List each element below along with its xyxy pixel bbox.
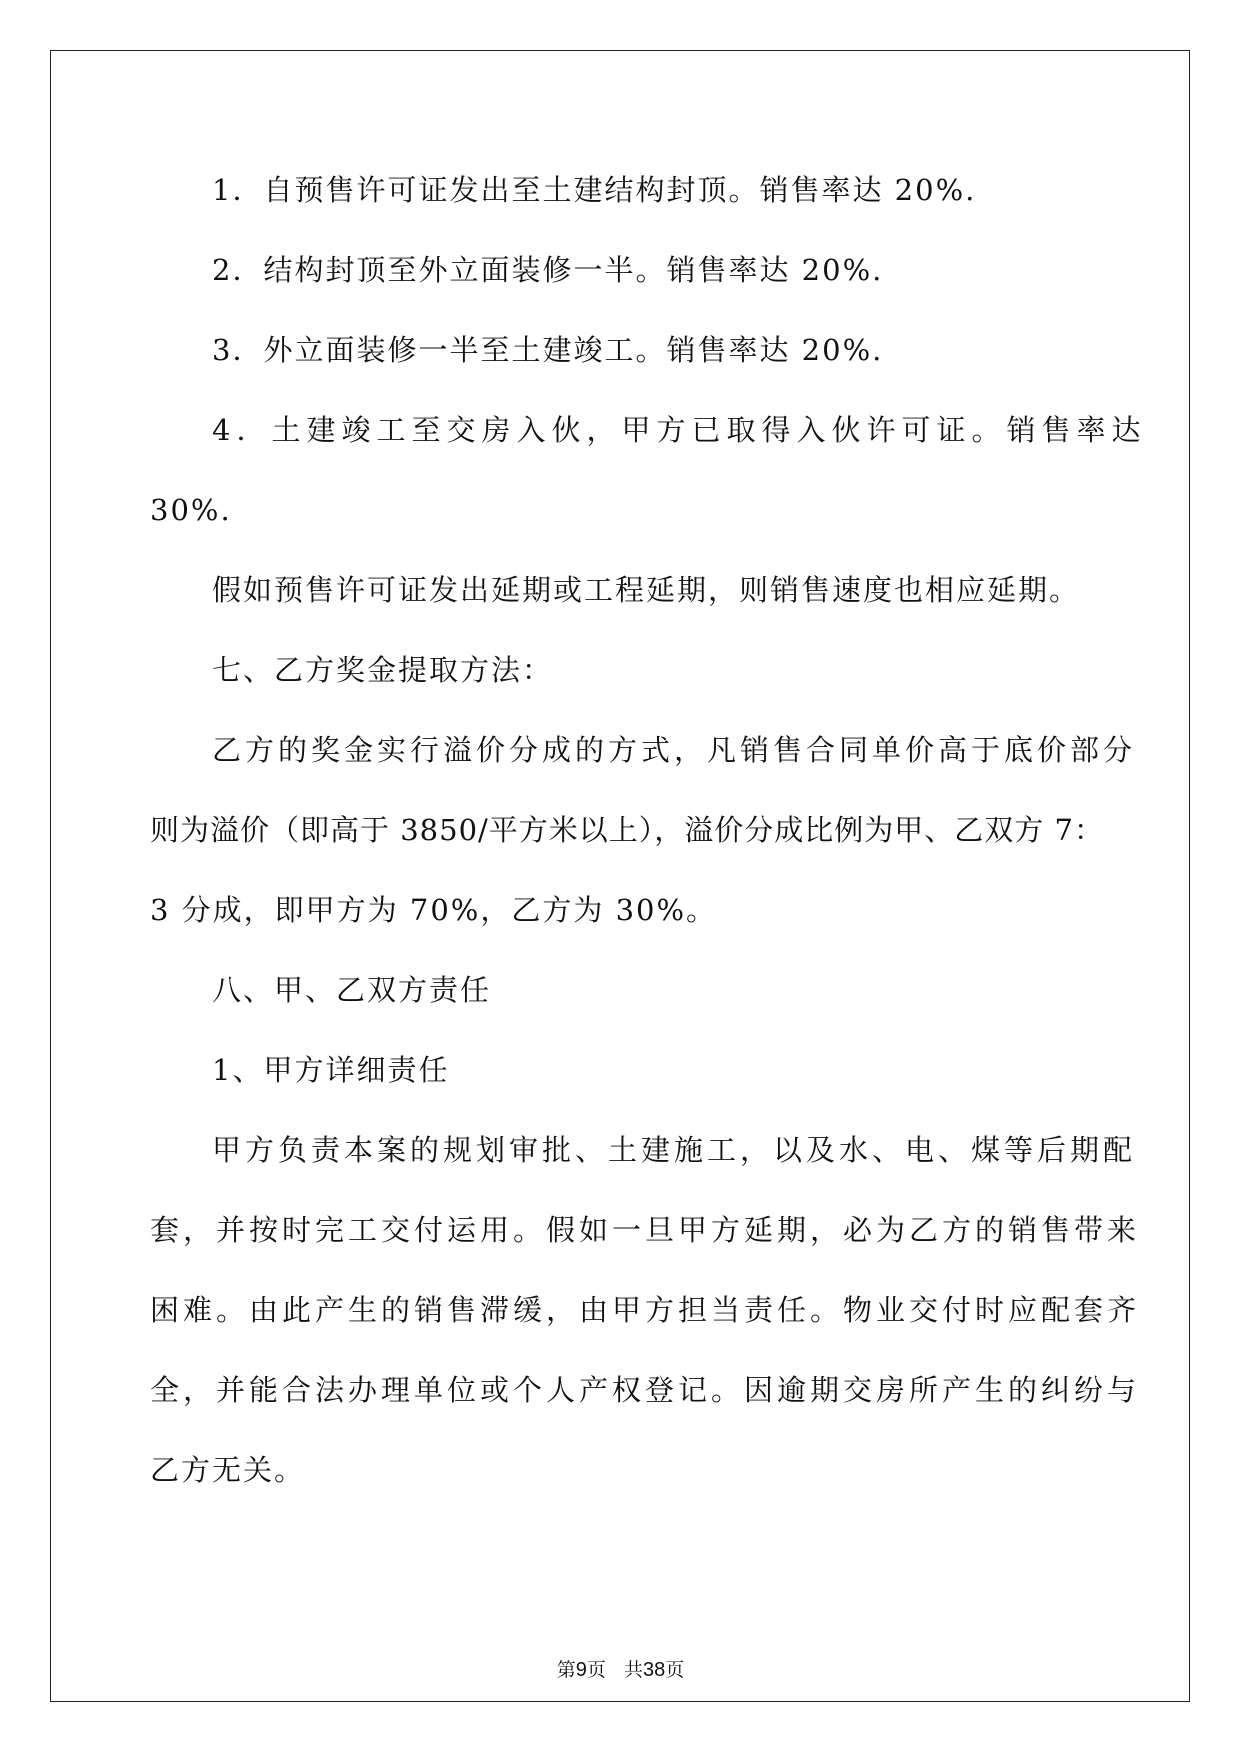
page-footer [0, 1657, 1241, 1683]
list-item-4: 4．土建竣工至交房入伙，甲方已取得入伙许可证。销售率达 [212, 413, 1147, 447]
paragraph-bonus-line-3: 3 分成，即甲方为 70%，乙方为 30%。 [150, 893, 718, 927]
section-heading-7: 七、乙方奖金提取方法： [212, 653, 554, 687]
total-label-prefix: 共 [623, 1659, 643, 1681]
subsection-heading-1: 1、甲方详细责任 [212, 1053, 450, 1087]
paragraph-party-a-line-5: 乙方无关。 [150, 1453, 306, 1487]
paragraph-party-a-line-4: 全，并能合法办理单位或个人产权登记。因逾期交房所产生的纠纷与 [150, 1373, 1141, 1407]
paragraph-bonus-line-1: 乙方的奖金实行溢价分成的方式，凡销售合同单价高于底价部分 [212, 733, 1137, 767]
paragraph-party-a-line-3: 困难。由此产生的销售滞缓，由甲方担当责任。物业交付时应配套齐 [150, 1293, 1141, 1327]
paragraph-bonus-line-2: 则为溢价（即高于 3850/平方米以上），溢价分成比例为甲、乙双方 7： [150, 813, 1104, 847]
section-heading-8: 八、甲、乙双方责任 [212, 973, 492, 1007]
list-item-2: 2．结构封顶至外立面装修一半。销售率达 20%. [212, 253, 884, 287]
paragraph-delay: 假如预售许可证发出延期或工程延期，则销售速度也相应延期。 [212, 573, 1081, 607]
paragraph-party-a-line-1: 甲方负责本案的规划审批、土建施工，以及水、电、煤等后期配 [212, 1133, 1137, 1167]
total-pages: 38 [642, 1659, 666, 1681]
total-label-suffix: 页 [665, 1659, 685, 1681]
list-item-3: 3．外立面装修一半至土建竣工。销售率达 20%. [212, 333, 884, 367]
page-number: 9 [575, 1659, 587, 1681]
paragraph-party-a-line-2: 套，并按时完工交付运用。假如一旦甲方延期，必为乙方的销售带来 [150, 1213, 1141, 1247]
list-item-1: 1．自预售许可证发出至土建结构封顶。销售率达 20%. [212, 173, 977, 207]
list-item-4-continued: 30%. [150, 493, 232, 527]
page-label-suffix: 页 [586, 1659, 606, 1681]
page-label-prefix: 第 [556, 1659, 576, 1681]
